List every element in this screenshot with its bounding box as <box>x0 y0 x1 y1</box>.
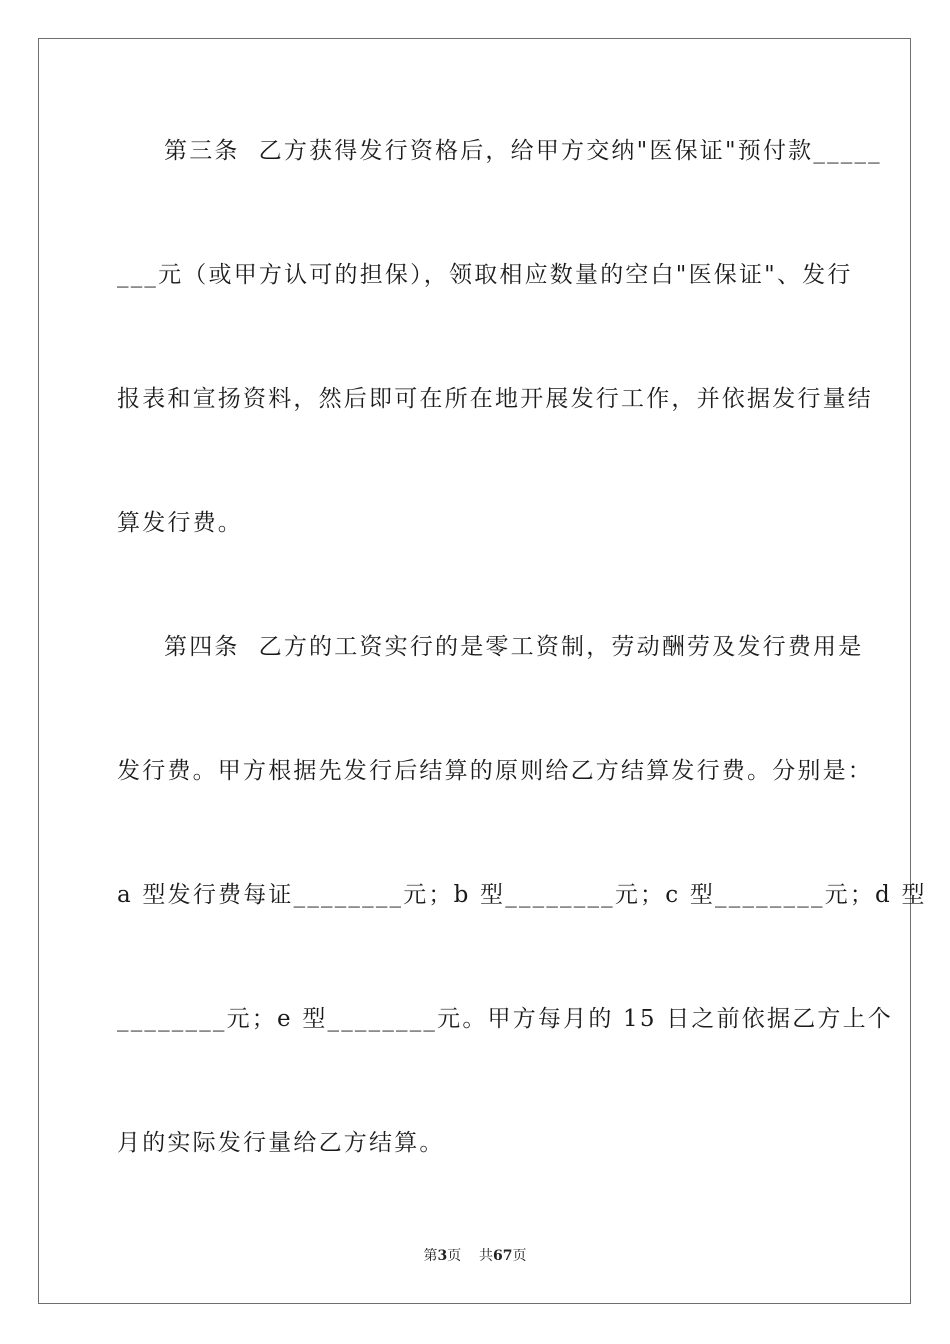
paragraph-line: 第四条 乙方的工资实行的是零工资制，劳动酬劳及发行费用是 <box>164 634 864 660</box>
paragraph-line: 发行费。甲方根据先发行后结算的原则给乙方结算发行费。分别是： <box>117 758 873 784</box>
paragraph-line: 第三条 乙方获得发行资格后，给甲方交纳"医保证"预付款_____ <box>164 138 882 164</box>
page-border <box>38 38 927 1304</box>
footer-page-suffix: 页 <box>447 1248 462 1264</box>
paragraph-line: 算发行费。 <box>117 510 243 536</box>
footer-total-prefix: 共 <box>479 1248 494 1264</box>
paragraph-line: a 型发行费每证________元；b 型________元；c 型________元；d 型 <box>117 882 927 908</box>
page-footer <box>0 1246 950 1266</box>
footer-page-prefix: 第 <box>423 1248 438 1264</box>
paragraph-line: 月的实际发行量给乙方结算。 <box>117 1130 445 1156</box>
footer-total-pages: 67 <box>493 1248 513 1264</box>
footer-page-number: 3 <box>437 1248 448 1264</box>
footer-total-suffix: 页 <box>512 1248 527 1264</box>
paragraph-line: ___元（或甲方认可的担保），领取相应数量的空白"医保证"、发行 <box>117 262 853 288</box>
paragraph-line: 报表和宣扬资料，然后即可在所在地开展发行工作，并依据发行量结 <box>117 386 873 412</box>
paragraph-line: ________元；e 型________元。甲方每月的 15 日之前依据乙方上个 <box>117 1006 894 1032</box>
